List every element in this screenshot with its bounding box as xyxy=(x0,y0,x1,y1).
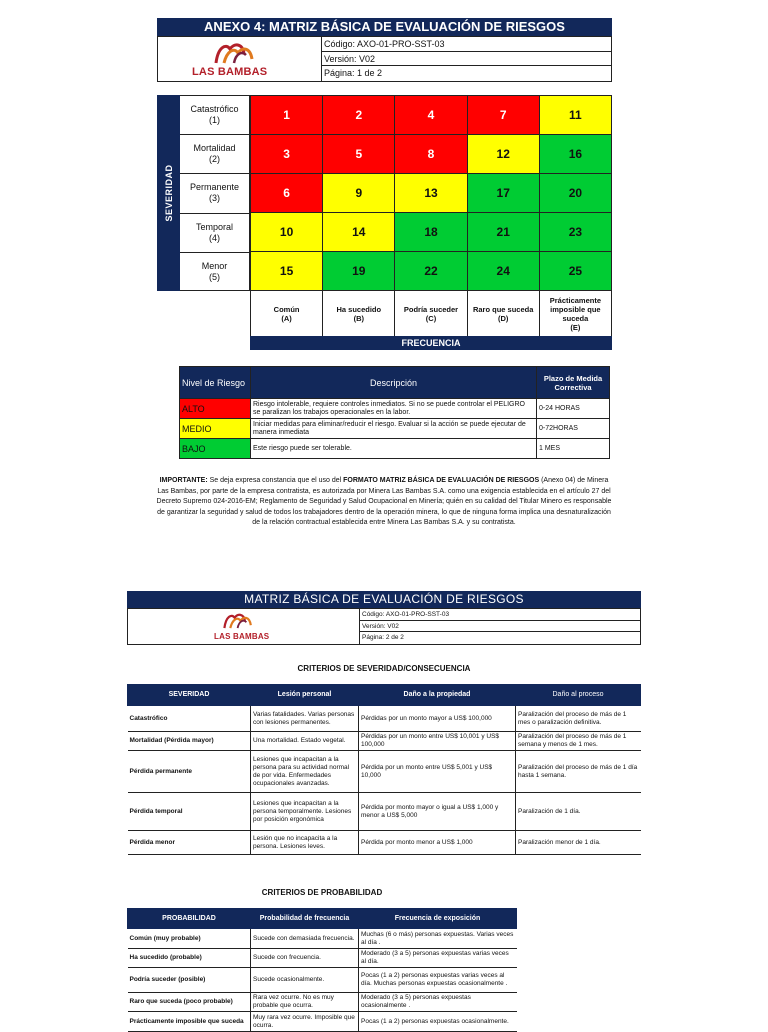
table-cell: Catastrófico xyxy=(128,706,251,732)
table-row xyxy=(128,993,517,1012)
risk-cell: 14 xyxy=(323,213,395,252)
risk-cell: 2 xyxy=(323,96,395,135)
table-cell: Pérdidas por un monto mayor a US$ 100,000 xyxy=(359,706,516,732)
table-cell: Paralización de 1 día. xyxy=(516,793,641,831)
table-row xyxy=(128,968,517,993)
risk-cell: 13 xyxy=(395,174,467,213)
risk-level-description: Riesgo intolerable, requiere controles inmediatos. Si no se puede controlar el PELIGRO se paralizan los trabajos operacionales en la labor. xyxy=(251,399,537,419)
important-text-1: Se deja expresa constancia que el uso del xyxy=(207,477,344,484)
severity-level-name: Temporal xyxy=(195,221,233,232)
important-format-name: FORMATO MATRIZ BÁSICA DE EVALUACIÓN DE RIESGOS xyxy=(343,477,540,484)
severity-level-name: Mortalidad xyxy=(193,143,236,154)
severity-criteria-table xyxy=(127,684,641,855)
prob-header-1: Probabilidad de frecuencia xyxy=(251,909,359,929)
severity-level xyxy=(180,214,249,253)
severity-level-code: (2) xyxy=(209,154,220,165)
table-row xyxy=(128,706,641,732)
risk-cell: 5 xyxy=(323,135,395,174)
risk-cell: 11 xyxy=(540,96,612,135)
version-field-2: Versión: V02 xyxy=(360,621,640,633)
risk-level-name: ALTO xyxy=(180,399,251,419)
table-cell: Sucede con frecuencia. xyxy=(251,949,359,968)
risk-cell: 20 xyxy=(540,174,612,213)
risk-level-description: Iniciar medidas para eliminar/reducir el riesgo. Evaluar si la acción se puede ejecutar de manera inmediata xyxy=(251,419,537,439)
severity-level xyxy=(180,96,249,135)
company-logo-2 xyxy=(128,609,360,644)
risk-level-term: 0-72HORAS xyxy=(537,419,610,439)
table-cell: Pérdida por un monto entre US$ 5,001 y US$ 10,000 xyxy=(359,751,516,793)
pagina-field-2: Página: 2 de 2 xyxy=(362,634,404,642)
risk-level-row xyxy=(180,439,610,459)
risk-cell: 1 xyxy=(251,96,323,135)
version-field: Versión: V02 xyxy=(322,52,611,67)
risk-cell: 8 xyxy=(395,135,467,174)
risk-cell: 17 xyxy=(468,174,540,213)
risk-cell: 3 xyxy=(251,135,323,174)
severity-axis-label: SEVERIDAD xyxy=(163,164,174,222)
table-cell: Pérdida menor xyxy=(128,831,251,855)
sev-header-3: Daño al proceso xyxy=(516,685,641,706)
frequency-level-name: Prácticamente imposible que suceda xyxy=(549,295,602,323)
frequency-level-code: (A) xyxy=(281,313,292,323)
table-row xyxy=(128,831,641,855)
sev-header-1: Lesión personal xyxy=(251,685,359,706)
risk-level-name: BAJO xyxy=(180,439,251,459)
frequency-axis-label: FRECUENCIA xyxy=(250,336,612,350)
important-text-2: (Anexo 04) de Minera Las Bambas, por parte de la empresa contratista, es autorizada por Minera Las Bambas S.A. como una exigencia establecida en el artículo 27 del Decreto Supremo 024-2016-EM; Reglamento de Seguridad y Salud Ocupacional en Minería; quién en su calidad del Titular Minero es responsable de garantizar la seguridad y salud de todos los trabajadores dentro de la operación minera, lo que de ninguna forma implica una desnaturalización de la relación contractual establecida entre Minera Las Bambas S.A. y su contratista. xyxy=(156,477,612,526)
table-cell: Pocas (1 a 2) personas expuestas varias veces al día. Muchas personas expuestas ocasionalmente . xyxy=(359,968,517,993)
risk-level-name: MEDIO xyxy=(180,419,251,439)
document-fields xyxy=(322,37,611,81)
table-cell: Sucede con demasiada frecuencia. xyxy=(251,929,359,949)
risk-cell: 4 xyxy=(395,96,467,135)
risk-level-table xyxy=(179,366,610,459)
severity-level xyxy=(180,174,249,213)
header-nivel: Nivel de Riesgo xyxy=(180,367,251,399)
severity-labels xyxy=(180,95,250,291)
table-cell: Pérdida temporal xyxy=(128,793,251,831)
logo-text-2: LAS BAMBAS xyxy=(214,632,270,641)
risk-level-row xyxy=(180,419,610,439)
severity-level-code: (5) xyxy=(209,272,220,283)
severity-level-code: (4) xyxy=(209,232,220,243)
frequency-level-code: (B) xyxy=(353,313,364,323)
severity-level xyxy=(180,253,249,292)
risk-cell: 18 xyxy=(395,213,467,252)
table-cell: Mortalidad (Pérdida mayor) xyxy=(128,732,251,751)
header-descripcion: Descripción xyxy=(251,367,537,399)
table-cell: Una mortalidad. Estado vegetal. xyxy=(251,732,359,751)
table-cell: Lesiones que incapacitan a la persona temporalmente. Lesiones por posición ergonómica xyxy=(251,793,359,831)
logo-text: LAS BAMBAS xyxy=(192,66,268,78)
frequency-labels xyxy=(250,291,612,336)
table-cell: Muchas (6 o más) personas expuestas. Varias veces al día . xyxy=(359,929,517,949)
risk-cell: 10 xyxy=(251,213,323,252)
table-cell: Lesión que no incapacita a la persona. Lesiones leves. xyxy=(251,831,359,855)
probability-criteria-table xyxy=(127,908,517,1032)
page1-title: ANEXO 4: MATRIZ BÁSICA DE EVALUACIÓN DE RIESGOS xyxy=(157,18,612,36)
frequency-level xyxy=(323,291,395,336)
probability-criteria-title: CRITERIOS DE PROBABILIDAD xyxy=(261,888,383,897)
codigo-field: Código: AXO-01-PRO-SST-03 xyxy=(322,37,611,52)
table-cell: Pérdida por monto mayor o igual a US$ 1,000 y menor a US$ 5,000 xyxy=(359,793,516,831)
page2-title: MATRIZ BÁSICA DE EVALUACIÓN DE RIESGOS xyxy=(127,591,641,608)
prob-header-0: PROBABILIDAD xyxy=(128,909,251,929)
risk-cell: 9 xyxy=(323,174,395,213)
frequency-level xyxy=(395,291,467,336)
risk-level-term: 1 MES xyxy=(537,439,610,459)
table-cell: Varias fatalidades. Varias personas con lesiones permanentes. xyxy=(251,706,359,732)
frequency-level-name: Común xyxy=(273,304,300,314)
table-row xyxy=(128,732,641,751)
risk-cell: 7 xyxy=(468,96,540,135)
risk-cell: 22 xyxy=(395,252,467,291)
frequency-level xyxy=(251,291,323,336)
table-row xyxy=(128,929,517,949)
table-row xyxy=(128,751,641,793)
risk-cell: 16 xyxy=(540,135,612,174)
table-cell: Moderado (3 a 5) personas expuestas ocasionalmente . xyxy=(359,993,517,1012)
risk-cell: 12 xyxy=(468,135,540,174)
table-cell: Pérdida permanente xyxy=(128,751,251,793)
risk-cell: 15 xyxy=(251,252,323,291)
table-cell: Sucede ocasionalmente. xyxy=(251,968,359,993)
risk-cell: 6 xyxy=(251,174,323,213)
risk-cell: 24 xyxy=(468,252,540,291)
severity-level-code: (1) xyxy=(209,115,220,126)
severity-level-code: (3) xyxy=(209,193,220,204)
table-cell: Moderado (3 a 5) personas expuestas varias veces al día. xyxy=(359,949,517,968)
severity-level xyxy=(180,135,249,174)
important-note xyxy=(155,476,613,529)
risk-level-row xyxy=(180,399,610,419)
sev-header-0: SEVERIDAD xyxy=(128,685,251,706)
table-row xyxy=(128,949,517,968)
table-cell: Podría suceder (posible) xyxy=(128,968,251,993)
table-row xyxy=(128,1012,517,1032)
table-cell: Muy rara vez ocurre. Imposible que ocurra. xyxy=(251,1012,359,1032)
severity-axis-bar xyxy=(157,95,180,291)
table-row xyxy=(128,793,641,831)
frequency-level xyxy=(468,291,540,336)
table-cell: Rara vez ocurre. No es muy probable que ocurra. xyxy=(251,993,359,1012)
severity-level-name: Menor xyxy=(201,261,228,272)
codigo-field-2: Código: AXO-01-PRO-SST-03 xyxy=(360,609,640,621)
frequency-level-code: (D) xyxy=(497,313,509,323)
table-cell: Paralización menor de 1 día. xyxy=(516,831,641,855)
sev-header-2: Daño a la propiedad xyxy=(359,685,516,706)
table-cell: Pocas (1 a 2) personas expuestas ocasionalmente. xyxy=(359,1012,517,1032)
page2-header-box xyxy=(127,608,641,645)
frequency-level-name: Podría suceder xyxy=(403,304,459,314)
table-cell: Paralización del proceso de más de 1 mes o paralización definitiva. xyxy=(516,706,641,732)
table-cell: Pérdidas por un monto entre US$ 10,001 y US$ 100,000 xyxy=(359,732,516,751)
prob-header-2: Frecuencia de exposición xyxy=(359,909,517,929)
risk-cell: 21 xyxy=(468,213,540,252)
header-plazo: Plazo de Medida Correctiva xyxy=(537,367,610,399)
table-cell: Común (muy probable) xyxy=(128,929,251,949)
risk-level-term: 0-24 HORAS xyxy=(537,399,610,419)
risk-level-description: Este riesgo puede ser tolerable. xyxy=(251,439,537,459)
table-cell: Ha sucedido (probable) xyxy=(128,949,251,968)
page1-header-box xyxy=(157,36,612,82)
document-fields-2 xyxy=(360,609,640,644)
frequency-level-code: (E) xyxy=(570,322,581,332)
frequency-level-code: (C) xyxy=(425,313,437,323)
severity-level-name: Permanente xyxy=(189,182,240,193)
frequency-level xyxy=(540,291,612,336)
table-cell: Raro que suceda (poco probable) xyxy=(128,993,251,1012)
important-label: IMPORTANTE: xyxy=(159,477,208,484)
risk-cell: 25 xyxy=(540,252,612,291)
risk-cell: 19 xyxy=(323,252,395,291)
table-cell: Pérdida por monto menor a US$ 1,000 xyxy=(359,831,516,855)
company-logo xyxy=(158,37,322,81)
table-cell: Paralización del proceso de más de 1 día hasta 1 semana. xyxy=(516,751,641,793)
table-cell: Paralización del proceso de más de 1 semana y menos de 1 mes. xyxy=(516,732,641,751)
risk-matrix-grid xyxy=(250,95,612,291)
pagina-field: Página: 1 de 2 xyxy=(324,68,383,79)
risk-cell: 23 xyxy=(540,213,612,252)
las-bambas-logo-icon xyxy=(220,610,264,630)
severity-level-name: Catastrófico xyxy=(190,104,239,115)
frequency-level-name: Ha sucedido xyxy=(336,304,382,314)
las-bambas-logo-icon xyxy=(210,39,270,65)
frequency-level-name: Raro que suceda xyxy=(472,304,534,314)
severity-criteria-title: CRITERIOS DE SEVERIDAD/CONSECUENCIA xyxy=(297,664,471,673)
table-cell: Lesiones que incapacitan a la persona para su actividad normal de por vida. Enfermedades ocupacionales avanzadas. xyxy=(251,751,359,793)
table-cell: Prácticamente imposible que suceda xyxy=(128,1012,251,1032)
